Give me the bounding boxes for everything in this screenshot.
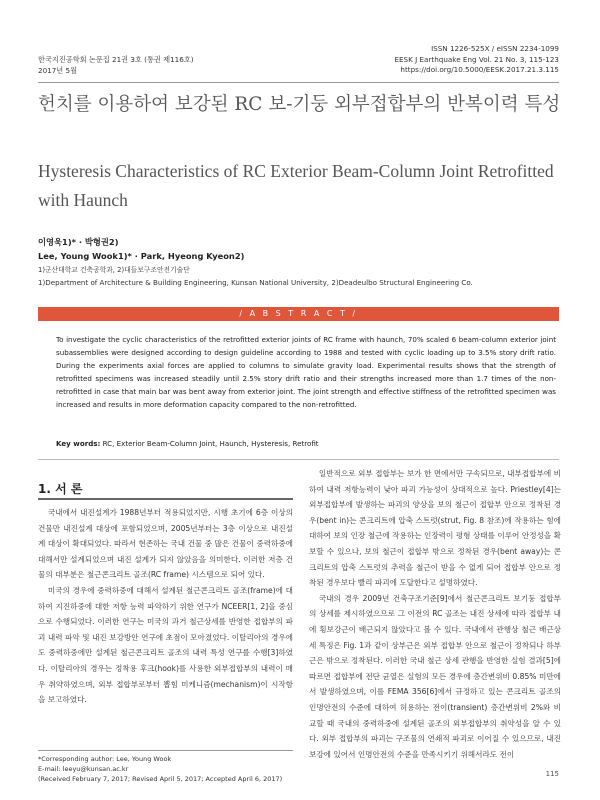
title-english: Hysteresis Characteristics of RC Exterior Beam-Column Joint Retrofitted with Haunch	[38, 161, 554, 210]
header-divider	[38, 82, 559, 83]
journal-header-right	[394, 44, 559, 76]
keywords-list: RC, Exterior Beam-Column Joint, Haunch, Hysteresis, Retrofit	[102, 439, 319, 448]
body-column-left	[38, 505, 293, 708]
journal-name-en: EESK J Earthquake Eng Vol. 21 No. 3, 115-123	[394, 54, 559, 64]
title-korean: 헌치를 이용하여 보강된 RC 보-기둥 외부접합부의 반복이력 특성	[38, 94, 561, 115]
paragraph: 일반적으로 외부 접합부는 보가 한 면에서만 구속되므로, 내부접합부에 비하여 내력 저항능력이 낮아 파괴 가능성이 상대적으로 높다. Priestley[4]는 외부접합부에 발생하는 파괴의 양상을 보의 철근이 접합부 안으로 정착된 경우(bent in)는 콘크리트에 압축 스트럿(strut, Fig. 8 참조)에 작용하는 힘에 대하여 보의 인장 철근에 작용하는 인장력이 평형 상태를 이루어 안정성을 확보할 수 있으나, 보의 철근이 접합부 밖으로 정착된 경우(bent away)는 콘크리트의 압축 스트럿의 추력을 철근이 받을 수 없게 되어 접합부 안으로 정착된 경우보다 빨리 파괴에 도달한다고 설명하였다.	[309, 469, 561, 588]
paragraph: 국내의 경우 2009년 건축구조기준[9]에서 철근콘크리트 보기둥 접합부의 상세를 제시하였으므로 그 이전의 RC 골조는 내진 상세에 따라 접합부 내에 횡보강근이 배근되지 않았다고 볼 수 있다. 국내에서 관행상 철근 배근상세 특징은 Fig. 1과 같이 상부근은 외부 접합부 안으로 철근이 정착되나 하부근은 밖으로 정착된다. 이러한 국내 철근 상세 관행을 반영한 실험 결과[5]에 따르면 접합부에 전단 균열은 실험의 모든 경우에 층간변위비 0.85% 미만에서 발생하였으며, 이를 FEMA 356[6]에서 규정하고 있는 콘크리트 골조의 인명안전의 수준에 대하여 허용하는 전이(transient) 층간변위비 2%와 비교할 때 국내의 중력하중에 설계된 골조의 외부접합부의 취약성을 알 수 있다. 외부 접합부의 파괴는 구조물의 연쇄적 파괴로 이어질 수 있으므로, 내진보강에 있어서 인명안전의 수준을 만족시키기 위해서라도 전이	[309, 593, 561, 759]
journal-header-left	[38, 54, 194, 76]
issue-date-ko: 2017년 5월	[38, 66, 78, 75]
footnote	[38, 754, 282, 784]
paragraph: 미국의 경우에 중력하중에 대해서 설계된 철근콘크리트 골조(frame)에 대하여 지진하중에 대한 저항 능력 파악하기 위한 연구가 NCEER[1, 2]을 중심으로 수행되었다. 이러한 연구는 미국의 과거 철근상세를 반영한 접합부의 파괴 내력 파악 및 내진 보강방안 연구에 초점이 모아졌었다. 이탈리아의 경우에도 중력하중에만 설계된 철근콘크리트 골조의 내력 특성 연구를 수행[3]하였다. 이탈리아의 경우는 정착용 후크(hook)를 사용한 외부접합부의 내력이 매우 취약하였으며, 외부 접합부로부터 뽑힘 미케니즘(mechanism)이 시작함을 보고하였다.	[38, 585, 293, 705]
affiliation-korean: 1)군산대학교 건축공학과, 2)대들보구조안전기술단	[38, 266, 190, 274]
abstract-heading: / A B S T R A C T /	[38, 307, 559, 321]
footnote-divider	[38, 750, 293, 751]
corresponding-author: *Corresponding author: Lee, Young Wook	[38, 755, 172, 763]
abstract-text: To investigate the cyclic characteristics of the retrofitted exterior joints of RC frame with haunch, 70% scaled 6 beam-column exterior joint subassemblies were designed according to design guideline according to 1988 and tested with cyclic loading up to 3.5% story drift ratio. During the experiments axial forces are applied to columns to simulate gravity load. Experimental results shows that the strength of retrofitted specimens was increased steadily until 2.5% story drift ratio and their strengths increased more than 1.7 times of the non-retrofitted in case that main bar was bent away from exterior joint. The joint strength and effective stiffness of the retrofitted specimen was increased and results in more deformation capacity compared to the non-retrofitted.	[56, 335, 556, 409]
authors-korean: 이영욱1)* · 박형권2)	[38, 237, 119, 247]
page-number: 115	[545, 770, 559, 778]
authors-english: Lee, Young Wook1)* · Park, Hyeong Kyeon2)	[38, 251, 245, 261]
section-title: 1. 서 론	[38, 482, 83, 496]
paragraph: 국내에서 내진설계가 1988년부터 적용되었지만, 시행 초기에 6층 이상의 건물만 내진설계 대상에 포함되었으며, 2005년부터는 3층 이상으로 내진설계 대상이 확대되었다. 따라서 현존하는 국내 건물 중 많은 건물이 중력하중에 대해서만 설계되었으며 내진 설계가 되지 않았음을 의미한다. 이러한 저층 건물의 대부분은 철근콘크리트 골조(RC frame) 시스템으로 되어 있다.	[38, 508, 293, 580]
keywords	[56, 439, 319, 448]
author-email[interactable]: E-mail: leeyu@kunsan.ac.kr	[38, 765, 129, 773]
keywords-label: Key words:	[56, 439, 101, 448]
abstract-divider	[38, 459, 559, 460]
issn: ISSN 1226-525X / eISSN 2234-1099	[431, 44, 559, 53]
received-dates: (Received February 7, 2017; Revised April 5, 2017; Accepted April 6, 2017)	[38, 775, 283, 783]
body-column-right	[309, 466, 561, 762]
section-underline	[38, 498, 293, 500]
journal-name-ko: 한국지진공학회 논문집 21권 3호 (통권 제116호)	[38, 55, 194, 64]
affiliation-english: 1)Department of Architecture & Building Engineering, Kunsan National University, 2)Deadeulbo Structural Engineering Co.	[38, 278, 473, 287]
doi-link[interactable]: https://doi.org/10.5000/EESK.2017.21.3.115	[400, 65, 559, 74]
